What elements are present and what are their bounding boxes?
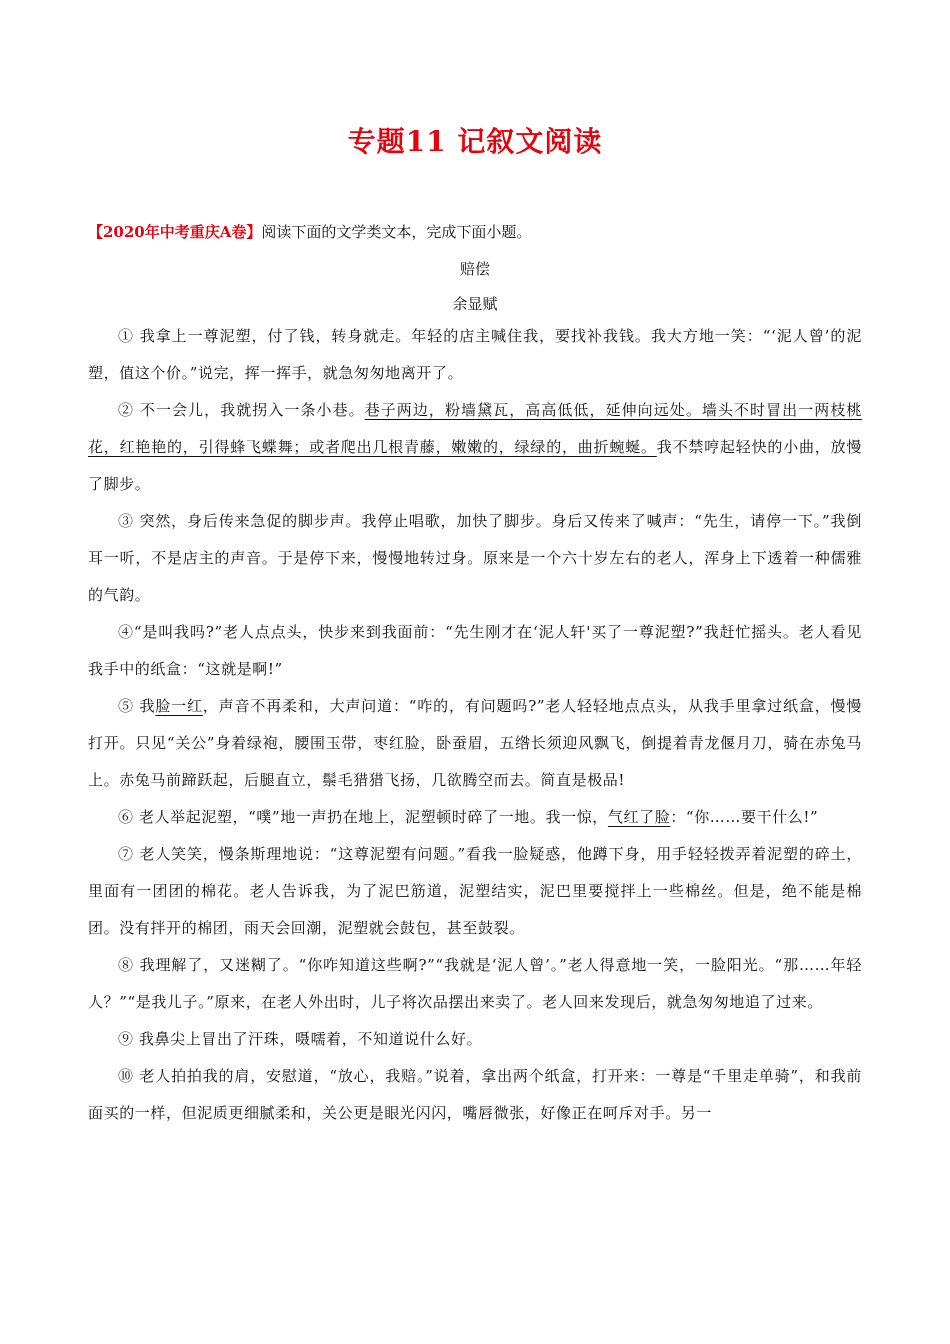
underlined-phrase-angry-face: 气红了脸 bbox=[607, 808, 671, 826]
story-body bbox=[88, 318, 862, 1132]
paragraph-1: ① 我拿上一尊泥塑，付了钱，转身就走。年轻的店主喊住我，要找补我钱。我大方地一笑：“‘泥人曾’的泥塑，值这个价。”说完，挥一挥手，就急匆匆地离开了。 bbox=[88, 327, 862, 382]
paragraph-6-start: ⑥ 老人举起泥塑，“噗”地一声扔在地上，泥塑顿时碎了一地。我一惊， bbox=[118, 808, 608, 826]
story-author: 余显赋 bbox=[452, 295, 498, 313]
paragraph-2-start: ② 不一会儿，我就拐入一条小巷。 bbox=[118, 401, 365, 419]
underlined-phrase-face-red: 脸一红 bbox=[155, 697, 203, 715]
story-title: 赔偿 bbox=[459, 260, 490, 278]
paragraph-5-end: ，声音不再柔和，大声问道：“咋的，有问题吗?”老人轻轻地点点头，从我手里拿过纸盒，慢慢打开。只见“关公”身着绿袍，腰围玉带，枣红脸，卧蚕眉，五绺长须迎风飘飞，倒提着青龙偃月刀，骑在赤兔马上。赤兔马前蹄跃起，后腿直立，鬃毛猎猎飞扬，几欲腾空而去。简直是极品! bbox=[88, 697, 862, 789]
paragraph-2 bbox=[88, 392, 862, 503]
instruction-text: 阅读下面的文学类文本，完成下面小题。 bbox=[261, 223, 532, 241]
paragraph-2-end: 我不禁哼起轻快的小曲，放慢了脚步。 bbox=[88, 438, 862, 493]
document-title: 专题11 记叙文阅读 bbox=[347, 125, 603, 158]
paragraph-5-start: ⑤ 我 bbox=[118, 697, 156, 715]
paragraph-10: ⑩ 老人拍拍我的肩，安慰道，“放心，我赔。”说着，拿出两个纸盒，打开来：一尊是“千里走单骑”，和我前面买的一样，但泥质更细腻柔和，关公更是眼光闪闪，嘴唇微张，好像正在呵斥对手。另一 bbox=[88, 1067, 862, 1122]
underlined-passage: 巷子两边，粉墙黛瓦，高高低低，延伸向远处。墙头不时冒出一两枝桃花，红艳艳的，引得蜂飞蝶舞；或者爬出几根青藤，嫩嫩的，绿绿的，曲折蜿蜒。 bbox=[88, 401, 862, 456]
paragraph-6-end: ：“你……要干什么!” bbox=[670, 808, 819, 826]
source-tag: 【2020年中考重庆A卷】 bbox=[88, 223, 262, 241]
paragraph-7: ⑦ 老人笑笑，慢条斯理地说：“这尊泥塑有问题。”看我一脸疑惑，他蹲下身，用手轻轻拨弄着泥塑的碎土，里面有一团团的棉花。老人告诉我，为了泥巴筋道，泥塑结实，泥巴里要搅拌上一些棉丝。但是，绝不能是棉团。没有拌开的棉团，雨天会回潮，泥塑就会鼓包，甚至鼓裂。 bbox=[88, 845, 862, 937]
paragraph-8: ⑧ 我理解了，又迷糊了。“你咋知道这些啊?”“我就是‘泥人曾’。”老人得意地一笑，一脸阳光。“那……年轻人？”“是我儿子。”原来，在老人外出时，儿子将次品摆出来卖了。老人回来发现后，就急匆匆地追了过来。 bbox=[88, 956, 862, 1011]
source-line bbox=[88, 221, 531, 243]
paragraph-4: ④“是叫我吗?”老人点点头，快步来到我面前：“先生刚才在‘泥人轩'买了一尊泥塑?”我赶忙摇头。老人看见我手中的纸盒：“这就是啊!” bbox=[88, 623, 862, 678]
paragraph-3: ③ 突然，身后传来急促的脚步声。我停止唱歌，加快了脚步。身后又传来了喊声：“先生，请停一下。”我倒耳一听，不是店主的声音。于是停下来，慢慢地转过身。原来是一个六十岁左右的老人，浑身上下透着一种儒雅的气韵。 bbox=[88, 512, 862, 604]
paragraph-5 bbox=[88, 688, 862, 799]
paragraph-9: ⑨ 我鼻尖上冒出了汗珠，嗫嚅着，不知道说什么好。 bbox=[118, 1030, 483, 1048]
paragraph-6 bbox=[88, 799, 862, 836]
